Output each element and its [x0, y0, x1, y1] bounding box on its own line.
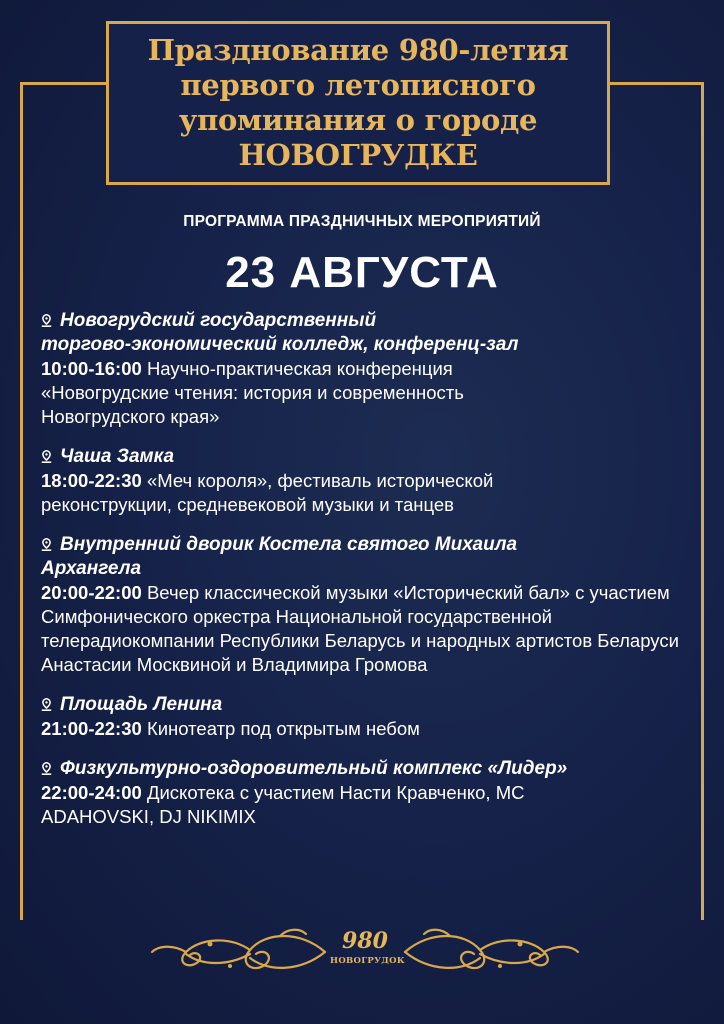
event-item — [41, 757, 701, 829]
event-time: 21:00-22:30 — [41, 718, 142, 739]
event-venue — [41, 309, 701, 333]
title-line: упоминания о городе — [178, 103, 538, 137]
event-item — [41, 693, 701, 741]
event-item — [41, 533, 701, 677]
location-pin-icon — [41, 698, 52, 711]
title-line: Празднование 980-летия — [147, 33, 569, 67]
event-item — [41, 445, 701, 517]
event-venue — [41, 445, 701, 469]
event-venue-text: Физкультурно-оздоровительный комплекс «Лидер» — [60, 758, 568, 779]
title-line: первого летописного — [180, 68, 536, 102]
event-description-text: Научно-практическая конференция «Новогрудские чтения: история и современность Новогрудского края» — [41, 358, 464, 427]
frame-top-left-line — [20, 82, 106, 85]
event-description-text: «Меч короля», фестиваль исторической реконструкции, средневековой музыки и танцев — [41, 470, 494, 515]
program-subtitle: ПРОГРАММА ПРАЗДНИЧНЫХ МЕРОПРИЯТИЙ — [183, 213, 541, 230]
location-pin-icon — [41, 314, 52, 327]
event-description-text: Дискотека с участием Насти Кравченко, MC ADAHOVSKI, DJ NIKIMIX — [41, 782, 525, 827]
frame-right-line — [701, 82, 704, 920]
event-description — [41, 717, 681, 741]
event-description-text: Вечер классической музыки «Исторический бал» с участием Симфонического оркестра Национальной государственной телерадиокомпании Республики Беларусь и народных артистов Беларуси Анастасии Москвиной и Владимира Громова — [41, 582, 679, 675]
event-date: 23 АВГУСТА — [225, 248, 499, 297]
logo — [330, 928, 405, 979]
event-time: 20:00-22:00 — [41, 582, 142, 603]
location-pin-icon — [41, 450, 52, 463]
event-description-text: Кинотеатр под открытым небом — [146, 718, 420, 739]
event-time: 10:00-16:00 — [41, 358, 142, 379]
title-line: НОВОГРУДКЕ — [238, 138, 478, 172]
event-venue — [41, 533, 701, 557]
event-venue-text: Архангела — [41, 558, 142, 579]
event-description — [41, 469, 611, 517]
frame-top-right-line — [610, 82, 704, 85]
location-pin-icon — [41, 762, 52, 775]
event-venue-text: Площадь Ленина — [60, 694, 223, 715]
event-description — [41, 581, 681, 677]
event-time: 22:00-24:00 — [41, 782, 142, 803]
events-list — [41, 309, 701, 829]
frame-left-line — [20, 82, 23, 920]
event-venue-text: Внутренний дворик Костела святого Михаила — [60, 534, 518, 555]
event-venue — [41, 757, 701, 781]
event-description — [41, 357, 561, 429]
event-venue — [41, 693, 701, 717]
event-description — [41, 781, 641, 829]
logo-number: 980 — [342, 928, 388, 954]
event-venue-text: торгово-экономический колледж, конференц-зал — [41, 334, 519, 355]
logo-text: НОВОГРУДОК — [330, 956, 405, 966]
event-item — [41, 309, 701, 429]
location-pin-icon — [41, 538, 52, 551]
event-venue-text: Чаша Замка — [60, 446, 175, 467]
event-time: 18:00-22:30 — [41, 470, 142, 491]
title-box — [106, 21, 610, 185]
event-venue-text: Новогрудский государственный — [60, 310, 377, 331]
